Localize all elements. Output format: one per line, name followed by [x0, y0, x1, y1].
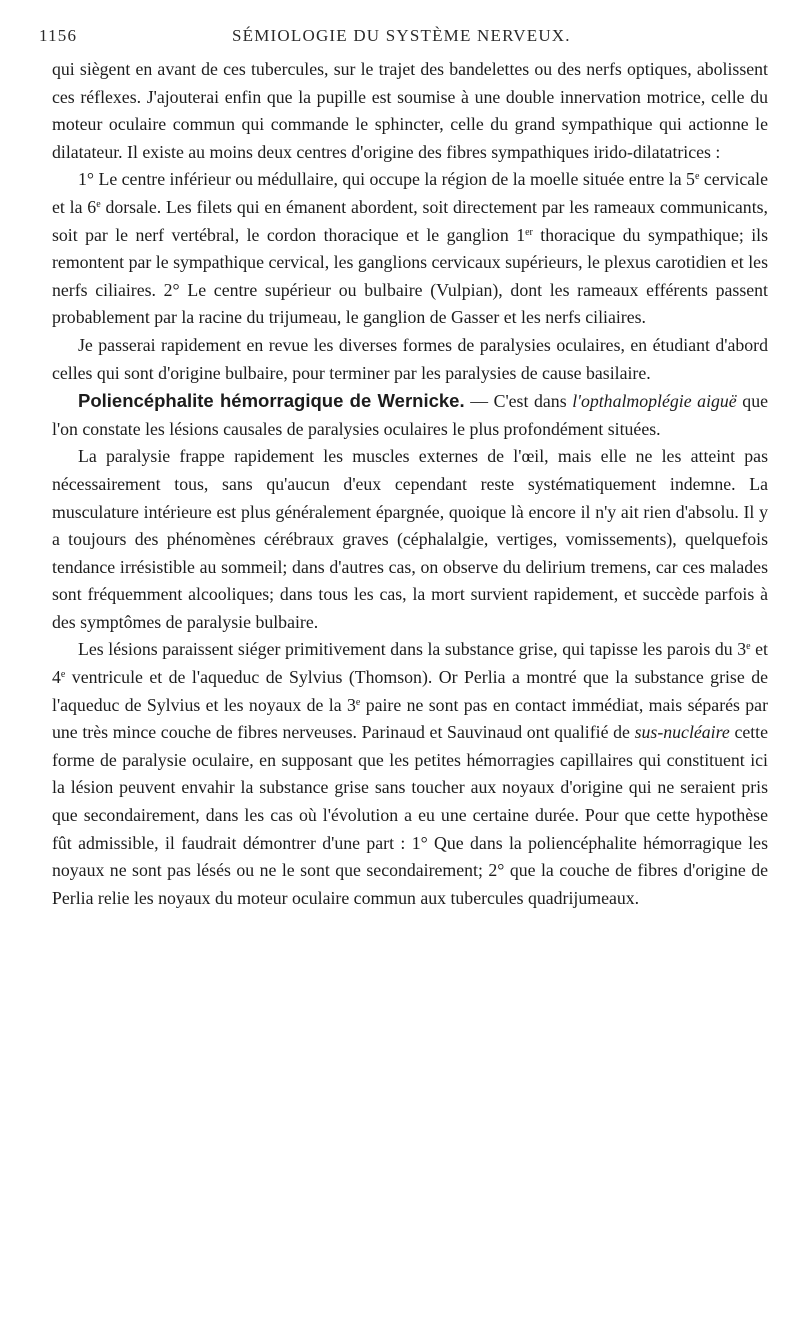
text-run: et 4	[52, 639, 768, 688]
text-run: paire ne sont pas en contact immédiat, mais séparés par une très mince couche de fibres nerveuses. Parinaud et Sauvinaud ont qualifié de	[52, 694, 768, 743]
text-run: — C'est dans	[464, 391, 573, 412]
ordinal-superscript: er	[525, 226, 533, 238]
ordinal-superscript: e	[355, 696, 361, 708]
ordinal-superscript: e	[60, 669, 66, 681]
text-run: cette forme de paralysie oculaire, en supposant que les petites hémorragies capillaires qui constituent ici la lésion peuvent envahir la substance grise sans toucher aux noyaux d'origine qui ne seraient pris que secondairement, dans les cas où l'évolution a eu une certaine durée. Pour que cette hypothèse fût admissible, il faudrait démontrer d'une part : 1° Que dans la poliencéphalite hémorragique les noyaux ne sont pas lésés ou ne le sont que secondairement; 2° que la couche de fibres d'origine de Perlia relie les noyaux du moteur oculaire commun aux tubercules quadrijumeaux.	[52, 722, 768, 908]
text-run: ventricule et de l'aqueduc de Sylvius (Thomson). Or Perlia a montré que la substance grise de l'aqueduc de Sylvius et les noyaux de la 3	[52, 667, 768, 715]
paragraph-paralysis: La paralysie frappe rapidement les muscles externes de l'œil, mais elle ne les atteint pas nécessairement tous, sans qu'aucun d'eux cependant reste systématiquement indemne. La musculature intérieure est plus généralement épargnée, quoique là encore il n'y ait rien d'absolu. Il y a toujours des phénomènes cérébraux graves (céphalalgie, vertiges, vomissements), quelquefois tendance irrésistible au sommeil; dans d'autres cas, on observe du delirium tremens, car ces malades sont fréquemment alcooliques; dans tous les cas, la mort survient rapidement, et succède parfois à des symptômes de paralysie bulbaire.	[52, 446, 768, 632]
ordinal-superscript: e	[694, 171, 700, 183]
paragraph-centers	[52, 166, 768, 332]
text-run: Les lésions paraissent siéger primitivement dans la substance grise, qui tapisse les parois du 3	[78, 639, 747, 660]
running-head	[39, 26, 768, 56]
body-text	[52, 56, 768, 912]
page-number: 1156	[39, 26, 78, 45]
italic-term: l'opthalmoplégie aiguë	[572, 391, 737, 412]
text-run: 1° Le centre inférieur ou médullaire, qui occupe la région de la moelle située entre la 5	[78, 169, 695, 190]
section-heading: Poliencéphalite hémorragique de Wernicke.	[78, 390, 465, 412]
ordinal-superscript: e	[746, 641, 751, 653]
running-title: SÉMIOLOGIE DU SYSTÈME NERVEUX.	[232, 26, 571, 45]
book-page	[39, 26, 769, 912]
paragraph-continuation: qui siègent en avant de ces tubercules, sur le trajet des bandelettes ou des nerfs optiques, abolissent ces réflexes. J'ajouterai enfin que la pupille est soumise à une double innervation motrice, celle du moteur oculaire commun qui commande le sphincter, celle du grand sympathique qui actionne le dilatateur. Il existe au moins deux centres d'origine des fibres sympathiques irido-dilatatrices :	[52, 59, 768, 162]
text-run: dorsale. Les filets qui en émanent abordent, soit directement par les rameaux communicants, soit par le nerf vertébral, le cordon thoracique et le ganglion 1	[52, 196, 769, 245]
paragraph-lesions	[52, 636, 768, 912]
ordinal-superscript: e	[96, 198, 101, 210]
paragraph-wernicke	[52, 387, 768, 443]
italic-term: sus-nucléaire	[634, 722, 730, 743]
text-run: cervicale et la 6	[52, 169, 768, 217]
paragraph-review: Je passerai rapidement en revue les diverses formes de paralysies oculaires, en étudiant d'abord celles qui sont d'origine bulbaire, pour terminer par les paralysies de cause basilaire.	[52, 334, 768, 383]
text-run: thoracique du sympathique; ils remontent par le sympathique cervical, les ganglions cervicaux supérieurs, le plexus carotidien et les nerfs ciliaires. 2° Le centre supérieur ou bulbaire (Vulpian), dont les rameaux efférents passent probablement par la racine du trijumeau, le ganglion de Gasser et les nerfs ciliaires.	[52, 224, 768, 328]
text-run: que l'on constate les lésions causales de paralysies oculaires le plus profondément situées.	[52, 391, 768, 439]
